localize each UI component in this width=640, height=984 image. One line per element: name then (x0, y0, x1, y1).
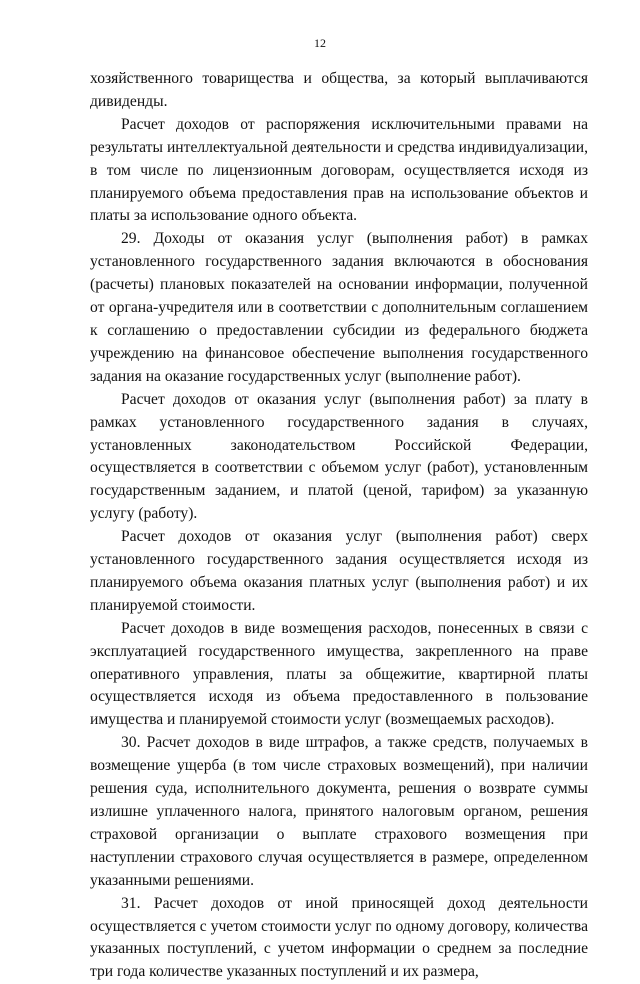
page-number: 12 (314, 36, 326, 50)
paragraph-29: 29. Доходы от оказания услуг (выполнения работ) в рамках установленного государственного задания включаются в обоснования (расчеты) плановых показателей на основании информации, полученной от органа-учредителя или в соответствии с дополнительным соглашением к соглашению о предоставлении субсидии из федерального бюджета учреждению на финансовое обеспечение выполнения государственного задания на оказание государственных услуг (выполнение работ). (90, 230, 588, 385)
paragraph: Расчет доходов от распоряжения исключительными правами на результаты интеллектуальной деятельности и средства индивидуализации, в том числе по лицензионным договорам, осуществляется исходя из планируемого объема предоставления прав на использование объектов и платы за использование одного объекта. (90, 115, 588, 225)
paragraph: хозяйственного товарищества и общества, за который выплачиваются дивиденды. (90, 70, 588, 110)
document-body (90, 68, 588, 984)
paragraph-31: 31. Расчет доходов от иной приносящей доход деятельности осуществляется с учетом стоимости услуг по одному договору, количества указанных поступлений, с учетом информации о среднем за последние три года количестве указанных поступлений и их размера, (90, 894, 588, 981)
paragraph-30: 30. Расчет доходов в виде штрафов, а также средств, получаемых в возмещение ущерба (в том числе страховых возмещений), при наличии решения суда, исполнительного документа, решения о возврате суммы излишне уплаченного налога, принятого налоговым органом, решения страховой организации о выплате страхового возмещения при наступлении страхового случая осуществляется в размере, определенном указанными решениями. (90, 734, 588, 889)
paragraph: Расчет доходов от оказания услуг (выполнения работ) за плату в рамках установленного государственного задания в случаях, установленных законодательством Российской Федерации, осуществляется в соответствии с объемом услуг (работ), установленным государственным заданием, и платой (ценой, тарифом) за указанную услугу (работу). (90, 390, 588, 523)
paragraph: Расчет доходов от оказания услуг (выполнения работ) сверх установленного государственного задания осуществляется исходя из планируемого объема оказания платных услуг (выполнения работ) и их планируемой стоимости. (90, 528, 588, 614)
paragraph: Расчет доходов в виде возмещения расходов, понесенных в связи с эксплуатацией государственного имущества, закрепленного на праве оперативного управления, платы за общежитие, квартирной платы осуществляется исходя из объема предоставленного в пользование имущества и планируемой стоимости услуг (возмещаемых расходов). (90, 619, 588, 729)
